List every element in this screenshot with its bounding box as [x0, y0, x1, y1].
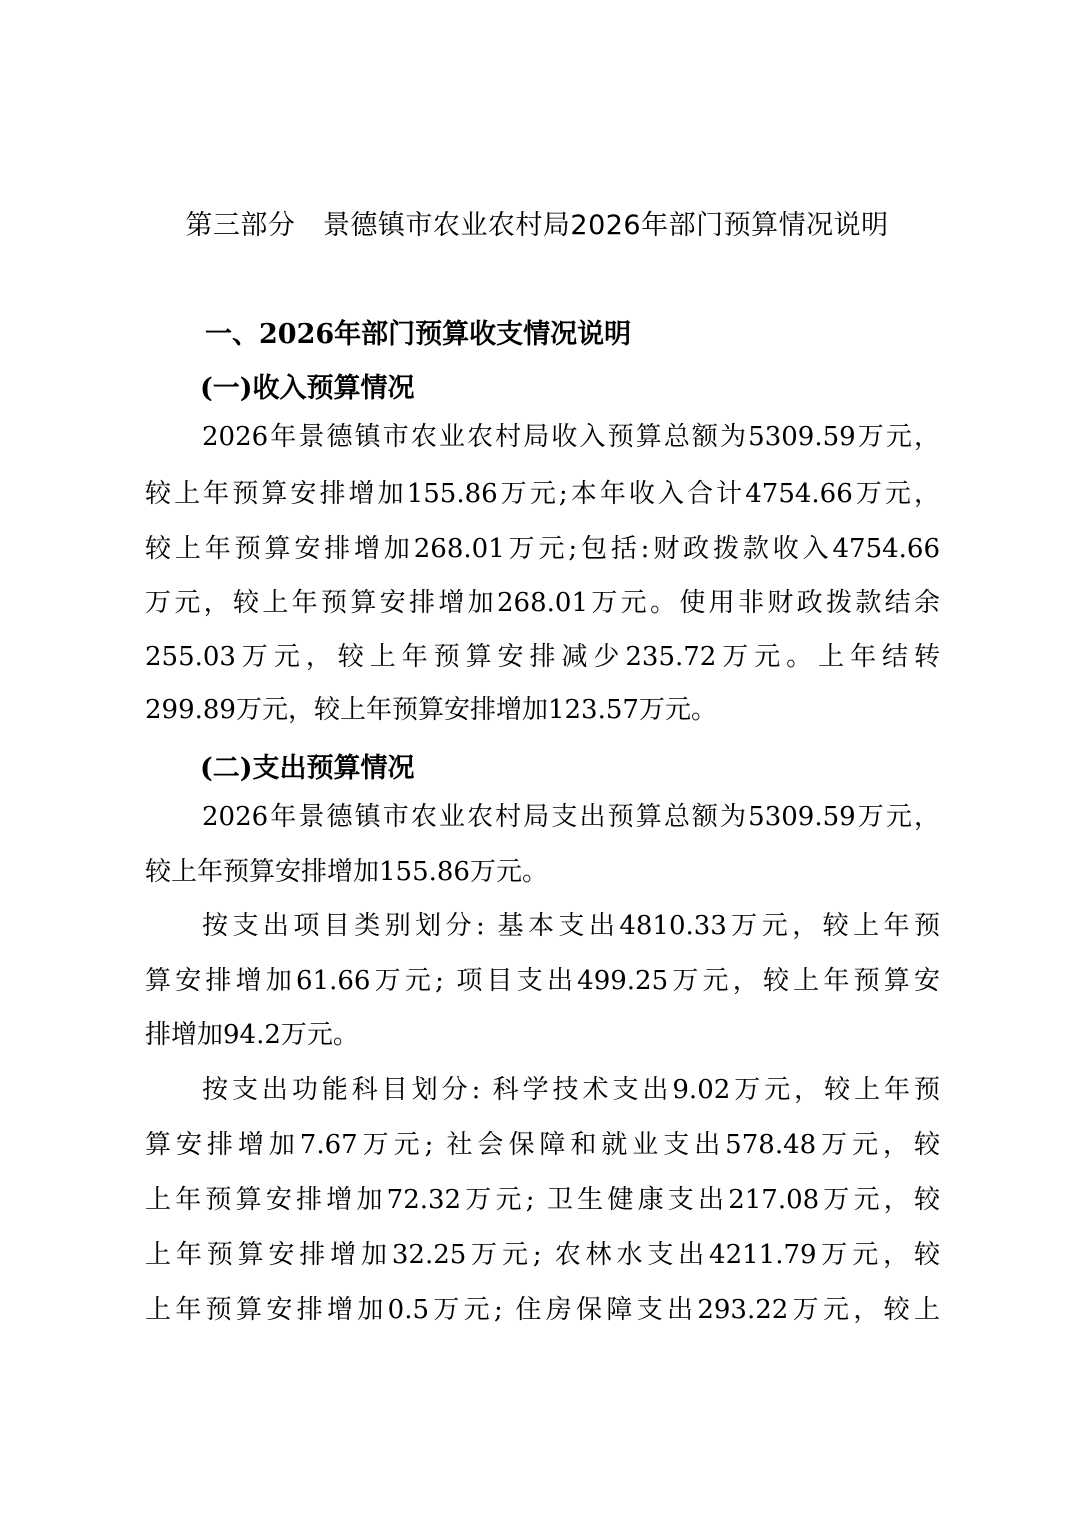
subsection-heading-income: (一)收入预算情况	[200, 373, 415, 404]
text-line: 上年预算安排增加72.32万元; 卫生健康支出217.08万元，较	[145, 1185, 940, 1215]
page-title: 第三部分 景德镇市农业农村局2026年部门预算情况说明	[185, 210, 889, 241]
text-line: 2026年景德镇市农业农村局收入预算总额为5309.59万元，	[202, 422, 940, 452]
text-line: 万元，较上年预算安排增加268.01万元。使用非财政拨款结余	[145, 588, 940, 618]
text-line: 299.89万元，较上年预算安排增加123.57万元。	[145, 695, 717, 725]
text-line: 排增加94.2万元。	[145, 1020, 359, 1050]
section-heading: 一、2026年部门预算收支情况说明	[205, 319, 632, 350]
text-line: 较上年预算安排增加155.86万元。	[145, 857, 548, 887]
text-line: 较上年预算安排增加155.86万元;本年收入合计4754.66万元，	[145, 479, 940, 509]
text-line: 按支出功能科目划分: 科学技术支出9.02万元，较上年预	[202, 1075, 940, 1105]
text-line: 按支出项目类别划分: 基本支出4810.33万元，较上年预	[202, 911, 940, 941]
text-line: 算安排增加61.66万元; 项目支出499.25万元，较上年预算安	[145, 966, 940, 996]
text-line: 算安排增加7.67万元; 社会保障和就业支出578.48万元，较	[145, 1130, 940, 1160]
text-line: 上年预算安排增加32.25万元; 农林水支出4211.79万元，较	[145, 1240, 940, 1270]
text-line: 较上年预算安排增加268.01万元;包括:财政拨款收入4754.66	[145, 534, 940, 564]
text-line: 255.03万元，较上年预算安排减少235.72万元。上年结转	[145, 642, 940, 672]
text-line: 2026年景德镇市农业农村局支出预算总额为5309.59万元，	[202, 802, 940, 832]
subsection-heading-expenditure: (二)支出预算情况	[200, 753, 415, 784]
text-line: 上年预算安排增加0.5万元; 住房保障支出293.22万元，较上	[145, 1295, 940, 1325]
